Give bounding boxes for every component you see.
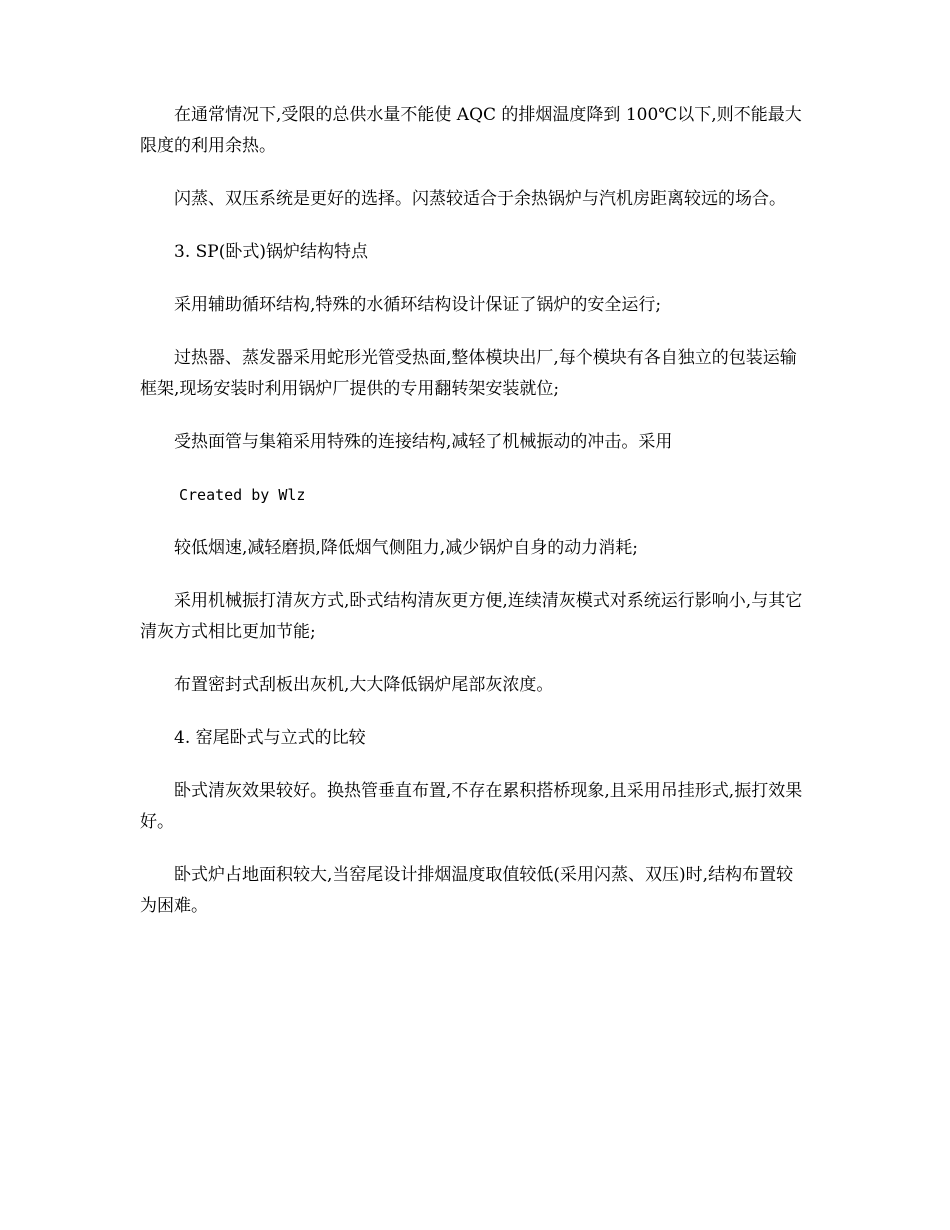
paragraph-scraper-conveyor: 布置密封式刮板出灰机,大大降低锅炉尾部灰浓度。 [174, 675, 554, 695]
created-by-note: Created by Wlz [179, 486, 306, 504]
paragraph-superheater-evaporator: 过热器、蒸发器采用蛇形光管受热面,整体模块出厂,每个模块有各自独立的包装运输框架,现场安装时利用锅炉厂提供的专用翻转架安装就位; [140, 348, 797, 399]
section-heading-kiln-tail-comparison: 4. 窑尾卧式与立式的比较 [174, 728, 366, 748]
paragraph-header-connection: 受热面管与集箱采用特殊的连接结构,减轻了机械振动的冲击。采用 [174, 432, 673, 452]
paragraph-auxiliary-circulation: 采用辅助循环结构,特殊的水循环结构设计保证了锅炉的安全运行; [174, 295, 662, 315]
paragraph-aqc-water-supply: 在通常情况下,受限的总供水量不能使 AQC 的排烟温度降到 100℃以下,则不能最大限度的利用余热。 [140, 105, 802, 156]
document-body [140, 100, 810, 944]
paragraph-mechanical-rapping: 采用机械振打清灰方式,卧式结构清灰更方便,连续清灰模式对系统运行影响小,与其它清灰方式相比更加节能; [140, 591, 803, 642]
section-heading-sp-boiler: 3. SP(卧式)锅炉结构特点 [174, 242, 368, 262]
paragraph-horizontal-footprint: 卧式炉占地面积较大,当窑尾设计排烟温度取值较低(采用闪蒸、双压)时,结构布置较为困难。 [140, 865, 794, 916]
paragraph-flash-dual-pressure: 闪蒸、双压系统是更好的选择。闪蒸较适合于余热锅炉与汽机房距离较远的场合。 [174, 189, 786, 209]
paragraph-low-gas-velocity: 较低烟速,减轻磨损,降低烟气侧阻力,减少锅炉自身的动力消耗; [174, 538, 638, 558]
paragraph-horizontal-cleaning: 卧式清灰效果较好。换热管垂直布置,不存在累积搭桥现象,且采用吊挂形式,振打效果好。 [140, 781, 803, 832]
